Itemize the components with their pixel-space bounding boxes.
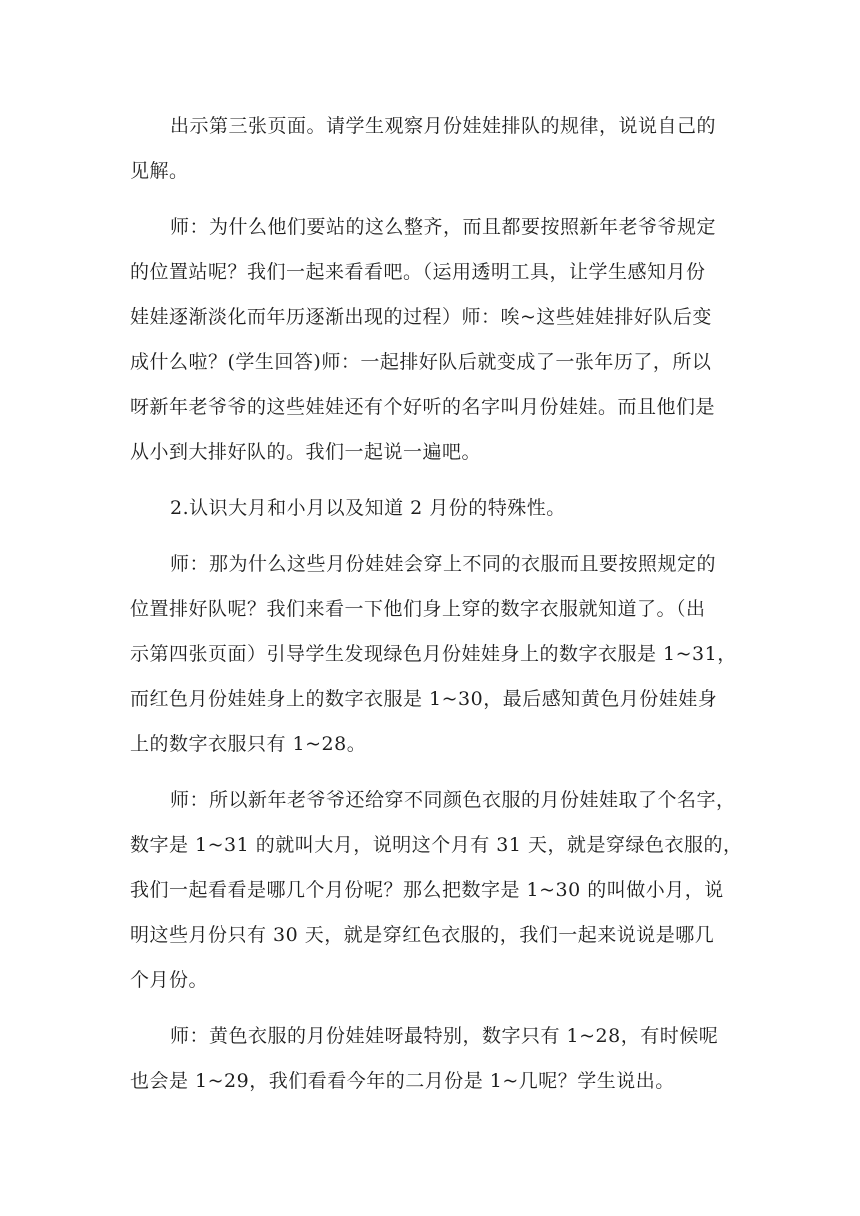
text-line: 我们一起看看是哪几个月份呢？那么把数字是 1~30 的叫做小月，说	[130, 879, 724, 901]
text-line: 见解。	[130, 160, 189, 182]
text-line: 数字是 1~31 的就叫大月，说明这个月有 31 天，就是穿绿色衣服的，	[130, 834, 743, 856]
text-line: 而红色月份娃娃身上的数字衣服是 1~30，最后感知黄色月份娃娃身	[130, 688, 718, 710]
text-line: 师：所以新年老爷爷还给穿不同颜色衣服的月份娃娃取了个名字，	[170, 789, 736, 811]
text-line: 师：黄色衣服的月份娃娃呀最特别，数字只有 1~28，有时候呢	[170, 1025, 719, 1047]
text-line: 呀新年老爷爷的这些娃娃还有个好听的名字叫月份娃娃。而且他们是	[130, 396, 716, 418]
text-line: 成什么啦？(学生回答)师：一起排好队后就变成了一张年历了，所以	[130, 351, 712, 373]
text-line: 的位置站呢？我们一起来看看吧。（运用透明工具，让学生感知月份	[130, 261, 706, 283]
text-line: 师：那为什么这些月份娃娃会穿上不同的衣服而且要按照规定的	[170, 553, 717, 575]
text-line: 示第四张页面）引导学生发现绿色月份娃娃身上的数字衣服是 1~31，	[130, 643, 737, 665]
text-line: 位置排好队呢？我们来看一下他们身上穿的数字衣服就知道了。（出	[130, 598, 706, 620]
text-line: 个月份。	[130, 969, 209, 991]
text-line: 上的数字衣服只有 1~28。	[130, 733, 367, 755]
text-line: 也会是 1~29，我们看看今年的二月份是 1~几呢？学生说出。	[130, 1070, 675, 1092]
text-line: 师：为什么他们要站的这么整齐，而且都要按照新年老爷爷规定	[170, 216, 717, 238]
text-line: 明这些月份只有 30 天，就是穿红色衣服的，我们一起来说说是哪几	[130, 924, 715, 946]
text-line: 从小到大排好队的。我们一起说一遍吧。	[130, 441, 482, 463]
text-line: 出示第三张页面。请学生观察月份娃娃排队的规律，说说自己的	[170, 115, 717, 137]
text-line: 娃娃逐渐淡化而年历逐渐出现的过程）师：唉~这些娃娃排好队后变	[130, 306, 712, 328]
text-line: 2.认识大月和小月以及知道 2 月份的特殊性。	[170, 497, 566, 519]
